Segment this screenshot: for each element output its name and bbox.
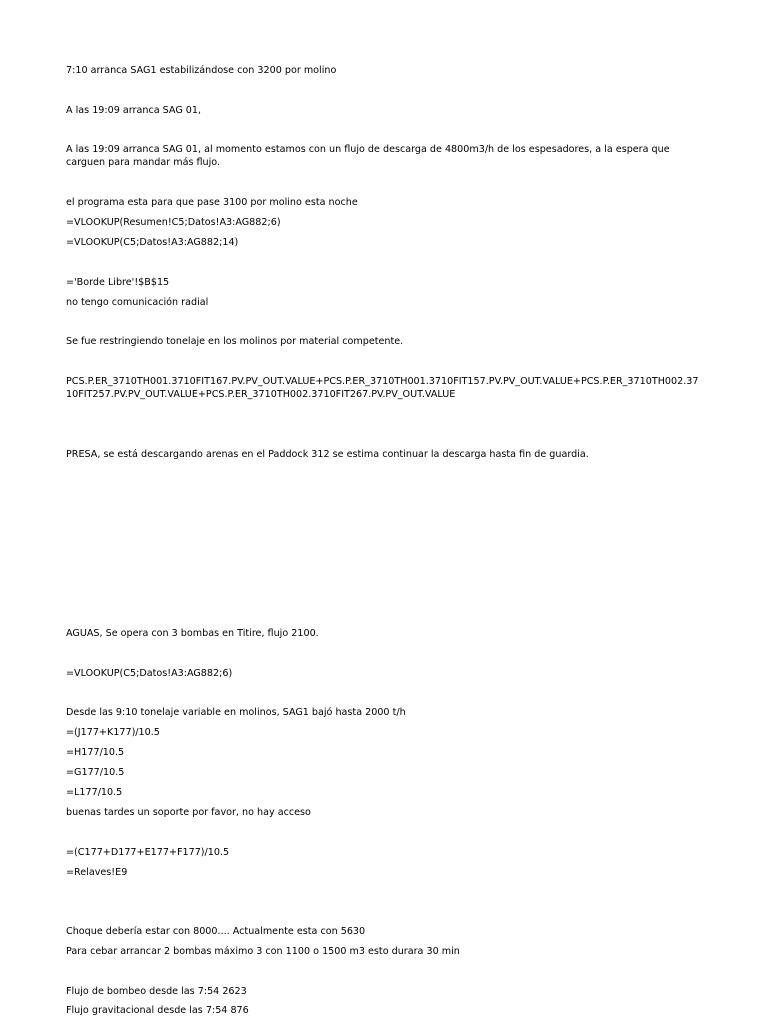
text-line: =VLOOKUP(C5;Datos!A3:AG882;6) [66, 668, 233, 679]
text-line: A las 19:09 arranca SAG 01, al momento estamos con un flujo de descarga de 4800m3/h de los espesadores, a la espera que carguen para mandar más flujo. [66, 144, 670, 168]
text-line: =(C177+D177+E177+F177)/10.5 [66, 847, 230, 858]
text-line: no tengo comunicación radial [66, 297, 209, 308]
text-line: A las 19:09 arranca SAG 01, [66, 105, 202, 116]
text-line: Desde las 9:10 tonelaje variable en molinos, SAG1 bajó hasta 2000 t/h [66, 707, 406, 718]
text-line: =L177/10.5 [66, 787, 123, 798]
text-line: =G177/10.5 [66, 767, 125, 778]
text-line: el programa esta para que pase 3100 por molino esta noche [66, 197, 358, 208]
text-line: Se fue restringiendo tonelaje en los molinos por material competente. [66, 336, 404, 347]
text-line: PCS.P.ER_3710TH001.3710FIT167.PV.PV_OUT.VALUE+PCS.P.ER_3710TH001.3710FIT157.PV.PV_OUT.VALUE+PCS.P.ER_3710TH002.3710FIT257.PV.PV_OUT.VALUE+PCS.P.ER_3710TH002.3710FIT267.PV.PV_OUT.VALUE [66, 376, 699, 400]
text-line: =Relaves!E9 [66, 867, 128, 878]
text-line: =VLOOKUP(Resumen!C5;Datos!A3:AG882;6) [66, 217, 281, 228]
text-line: Choque debería estar con 8000.... Actualmente esta con 5630 [66, 926, 366, 937]
text-line: AGUAS, Se opera con 3 bombas en Titire, flujo 2100. [66, 628, 319, 639]
text-line: Para cebar arrancar 2 bombas máximo 3 con 1100 o 1500 m3 esto durara 30 min [66, 946, 460, 957]
text-line: =H177/10.5 [66, 747, 125, 758]
text-line: ='Borde Libre'!$B$15 [66, 277, 170, 288]
text-line: PRESA, se está descargando arenas en el Paddock 312 se estima continuar la descarga hasta fin de guardia. [66, 449, 589, 460]
text-line: 7:10 arranca SAG1 estabilizándose con 3200 por molino [66, 65, 337, 76]
text-line: buenas tardes un soporte por favor, no hay acceso [66, 807, 311, 818]
text-line: Flujo de bombeo desde las 7:54 2623 [66, 986, 247, 997]
text-line: =(J177+K177)/10.5 [66, 727, 160, 738]
text-line: =VLOOKUP(C5;Datos!A3:AG882;14) [66, 237, 239, 248]
text-line: Flujo gravitacional desde las 7:54 876 [66, 1005, 249, 1016]
